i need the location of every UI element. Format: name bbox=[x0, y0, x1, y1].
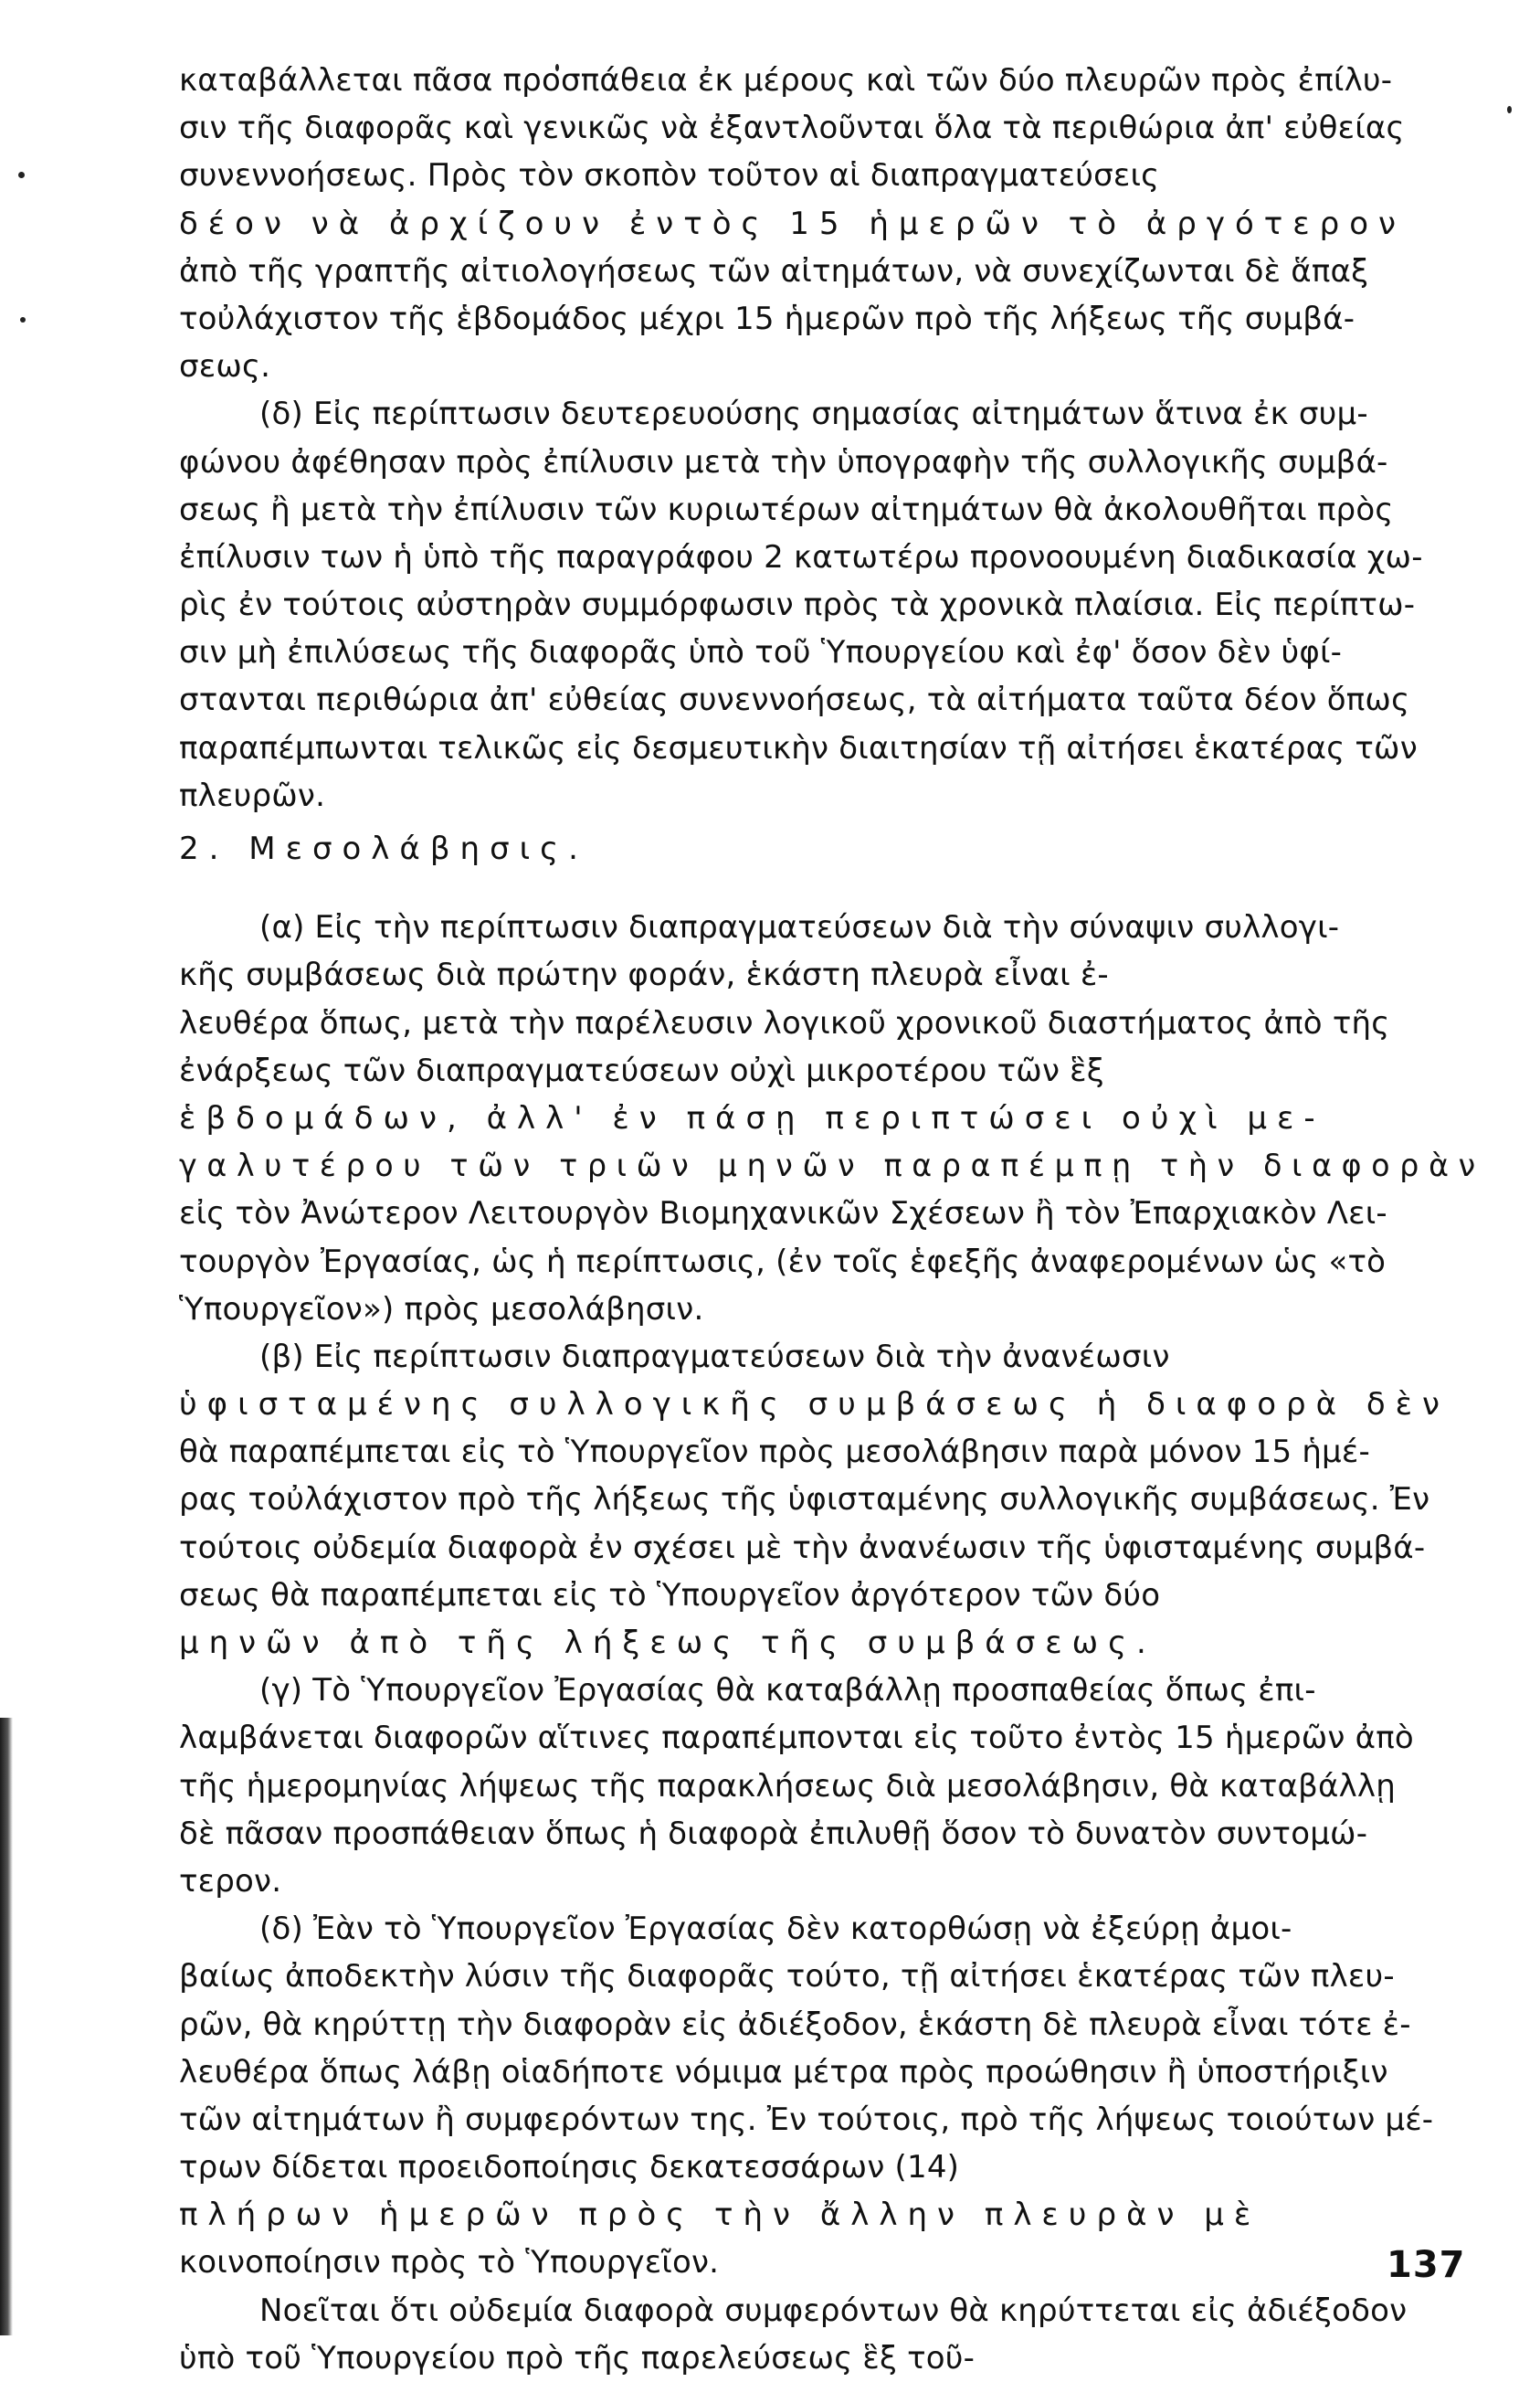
paragraph-start-line: (δ) Εἰς περίπτωσιν δευτερευούσης σημασίας αἰτημάτων ἅτινα ἐκ συμ- bbox=[259, 396, 1368, 433]
paragraph-start-line: Νοεῖται ὅτι οὐδεμία διαφορὰ συμφερόντων θὰ κηρύττεται εἰς ἀδιέξοδον bbox=[259, 2292, 1408, 2329]
paragraph-start-line: (α) Εἰς τὴν περίπτωσιν διαπραγματεύσεων διὰ τὴν σύναψιν συλλογι- bbox=[259, 909, 1340, 947]
document-page bbox=[179, 57, 1485, 2382]
text-line: κῆς συμβάσεως διὰ πρώτην φοράν, ἑκάστη πλευρὰ εἶναι ἐ- bbox=[179, 957, 1109, 994]
text-line: παραπέμπωνται τελικῶς εἰς δεσμευτικὴν διαιτησίαν τῇ αἰτήσει ἑκατέρας τῶν bbox=[179, 729, 1418, 767]
text-line: τρων δίδεται προειδοποίησις δεκατεσσάρων (14) bbox=[179, 2149, 960, 2186]
section-heading: 2. Μεσολάβησις. bbox=[179, 831, 588, 867]
text-line: εἰς τὸν Ἀνώτερον Λειτουργὸν Βιομηχανικῶν Σχέσεων ἢ τὸν Ἐπαρχιακὸν Λει- bbox=[179, 1195, 1387, 1233]
text-line-spaced: μηνῶν ἀπὸ τῆς λήξεως τῆς συμβάσεως. bbox=[179, 1625, 1156, 1661]
text-line: συνεννοήσεως. Πρὸς τὸν σκοπὸν τοῦτον αἱ διαπραγματεύσεις bbox=[179, 157, 1160, 195]
text-line: ὑπὸ τοῦ Ὑπουργείου πρὸ τῆς παρελεύσεως ἓξ τοῦ- bbox=[179, 2339, 976, 2377]
text-line: τοὐλάχιστον τῆς ἑβδομάδος μέχρι 15 ἡμερῶν πρὸ τῆς λήξεως τῆς συμβά- bbox=[179, 300, 1355, 337]
text-line: Ὑπουργεῖον») πρὸς μεσολάβησιν. bbox=[179, 1290, 704, 1328]
text-line: λαμβάνεται διαφορῶν αἵτινες παραπέμπονται εἰς τοῦτο ἐντὸς 15 ἡμερῶν ἀπὸ bbox=[179, 1720, 1414, 1757]
paragraph-start-line: (β) Εἰς περίπτωσιν διαπραγματεύσεων διὰ τὴν ἀνανέωσιν bbox=[259, 1338, 1170, 1375]
text-line: σιν μὴ ἐπιλύσεως τῆς διαφορᾶς ὑπὸ τοῦ Ὑπουργείου καὶ ἐφ' ὅσον δὲν ὑφί- bbox=[179, 634, 1343, 672]
text-line-spaced: γαλυτέρου τῶν τριῶν μηνῶν παραπέμπῃ τὴν διαφορὰν bbox=[179, 1148, 1485, 1185]
text-line-spaced: πλήρων ἡμερῶν πρὸς τὴν ἄλλην πλευρὰν μὲ bbox=[179, 2197, 1261, 2234]
text-line: λευθέρα ὅπως, μετὰ τὴν παρέλευσιν λογικοῦ χρονικοῦ διαστήματος ἀπὸ τῆς bbox=[179, 1004, 1390, 1042]
text-line: σεως. bbox=[179, 348, 271, 386]
text-line: στανται περιθώρια ἀπ' εὐθείας συνεννοήσεως, τὰ αἰτήματα ταῦτα δέον ὅπως bbox=[179, 682, 1410, 719]
text-line: ἐπίλυσιν των ἡ ὑπὸ τῆς παραγράφου 2 κατωτέρω προνοουμένη διαδικασία χω- bbox=[179, 538, 1423, 576]
page-number: 137 bbox=[1387, 2244, 1466, 2286]
text-line: καταβάλλεται πᾶσα προσπάθεια ἐκ μέρους καὶ τῶν δύο πλευρῶν πρὸς ἐπίλυ- bbox=[179, 62, 1393, 99]
text-line: πλευρῶν. bbox=[179, 777, 326, 814]
text-line: τῶν αἰτημάτων ἢ συμφερόντων της. Ἐν τούτοις, πρὸ τῆς λήψεως τοιούτων μέ- bbox=[179, 2101, 1434, 2138]
text-line-spaced: δέον νὰ ἀρχίζουν ἐντὸς 15 ἡμερῶν τὸ ἀργότερον bbox=[179, 205, 1407, 242]
scan-speck bbox=[20, 317, 26, 323]
text-line: τούτοις οὐδεμία διαφορὰ ἐν σχέσει μὲ τὴν ἀνανέωσιν τῆς ὑφισταμένης συμβά- bbox=[179, 1529, 1426, 1566]
scan-speck bbox=[18, 172, 25, 178]
text-line: ἀπὸ τῆς γραπτῆς αἰτιολογήσεως τῶν αἰτημάτων, νὰ συνεχίζωνται δὲ ἅπαξ bbox=[179, 252, 1369, 290]
text-line: τερον. bbox=[179, 1862, 282, 1900]
text-line: σεως ἢ μετὰ τὴν ἐπίλυσιν τῶν κυριωτέρων αἰτημάτων θὰ ἀκολουθῆται πρὸς bbox=[179, 491, 1394, 528]
text-line: σιν τῆς διαφορᾶς καὶ γενικῶς νὰ ἐξαντλοῦνται ὅλα τὰ περιθώρια ἀπ' εὐθείας bbox=[179, 110, 1405, 147]
text-line: ρὶς ἐν τούτοις αὐστηρὰν συμμόρφωσιν πρὸς τὰ χρονικὰ πλαίσια. Εἰς περίπτω- bbox=[179, 587, 1416, 624]
text-line: ρῶν, θὰ κηρύττῃ τὴν διαφορὰν εἰς ἀδιέξοδον, ἑκάστη δὲ πλευρὰ εἶναι τότε ἐ- bbox=[179, 2006, 1411, 2043]
text-line: σεως θὰ παραπέμπεται εἰς τὸ Ὑπουργεῖον ἀργότερον τῶν δύο bbox=[179, 1576, 1161, 1614]
text-line: κοινοποίησιν πρὸς τὸ Ὑπουργεῖον. bbox=[179, 2244, 720, 2281]
text-line: ἐνάρξεως τῶν διαπραγματεύσεων οὐχὶ μικροτέρου τῶν ἓξ bbox=[179, 1052, 1104, 1089]
scan-speck bbox=[1507, 106, 1512, 113]
text-line-spaced: ἑβδομάδων, ἀλλ' ἐν πάσῃ περιπτώσει οὐχὶ με- bbox=[179, 1099, 1325, 1137]
paragraph-start-line: (γ) Τὸ Ὑπουργεῖον Ἐργασίας θὰ καταβάλλῃ προσπαθείας ὅπως ἐπι- bbox=[259, 1672, 1316, 1710]
text-line: τῆς ἡμερομηνίας λήψεως τῆς παρακλήσεως διὰ μεσολάβησιν, θὰ καταβάλλῃ bbox=[179, 1767, 1396, 1805]
text-line: τουργὸν Ἐργασίας, ὡς ἡ περίπτωσις, (ἐν τοῖς ἑφεξῆς ἀναφερομένων ὡς «τὸ bbox=[179, 1243, 1387, 1280]
paragraph-start-line: (δ) Ἐὰν τὸ Ὑπουργεῖον Ἐργασίας δὲν κατορθώσῃ νὰ ἐξεύρῃ ἀμοι- bbox=[259, 1911, 1292, 1948]
scan-edge-shadow bbox=[0, 1718, 13, 2335]
text-line: δὲ πᾶσαν προσπάθειαν ὅπως ἡ διαφορὰ ἐπιλυθῇ ὅσον τὸ δυνατὸν συντομώ- bbox=[179, 1815, 1368, 1852]
text-line: φώνου ἀφέθησαν πρὸς ἐπίλυσιν μετὰ τὴν ὑπογραφὴν τῆς συλλογικῆς συμβά- bbox=[179, 443, 1388, 481]
text-line: βαίως ἀποδεκτὴν λύσιν τῆς διαφορᾶς τούτο, τῇ αἰτήσει ἑκατέρας τῶν πλευ- bbox=[179, 1958, 1395, 1996]
text-line: θὰ παραπέμπεται εἰς τὸ Ὑπουργεῖον πρὸς μεσολάβησιν παρὰ μόνον 15 ἡμέ- bbox=[179, 1434, 1370, 1471]
text-line-spaced: ὑφισταμένης συλλογικῆς συμβάσεως ἡ διαφορὰ δὲν bbox=[179, 1386, 1450, 1424]
text-line: ρας τοὐλάχιστον πρὸ τῆς λήξεως τῆς ὑφισταμένης συλλογικῆς συμβάσεως. Ἐν bbox=[179, 1481, 1430, 1519]
text-line: λευθέρα ὅπως λάβῃ οἱαδήποτε νόμιμα μέτρα πρὸς προώθησιν ἢ ὑποστήριξιν bbox=[179, 2053, 1388, 2091]
